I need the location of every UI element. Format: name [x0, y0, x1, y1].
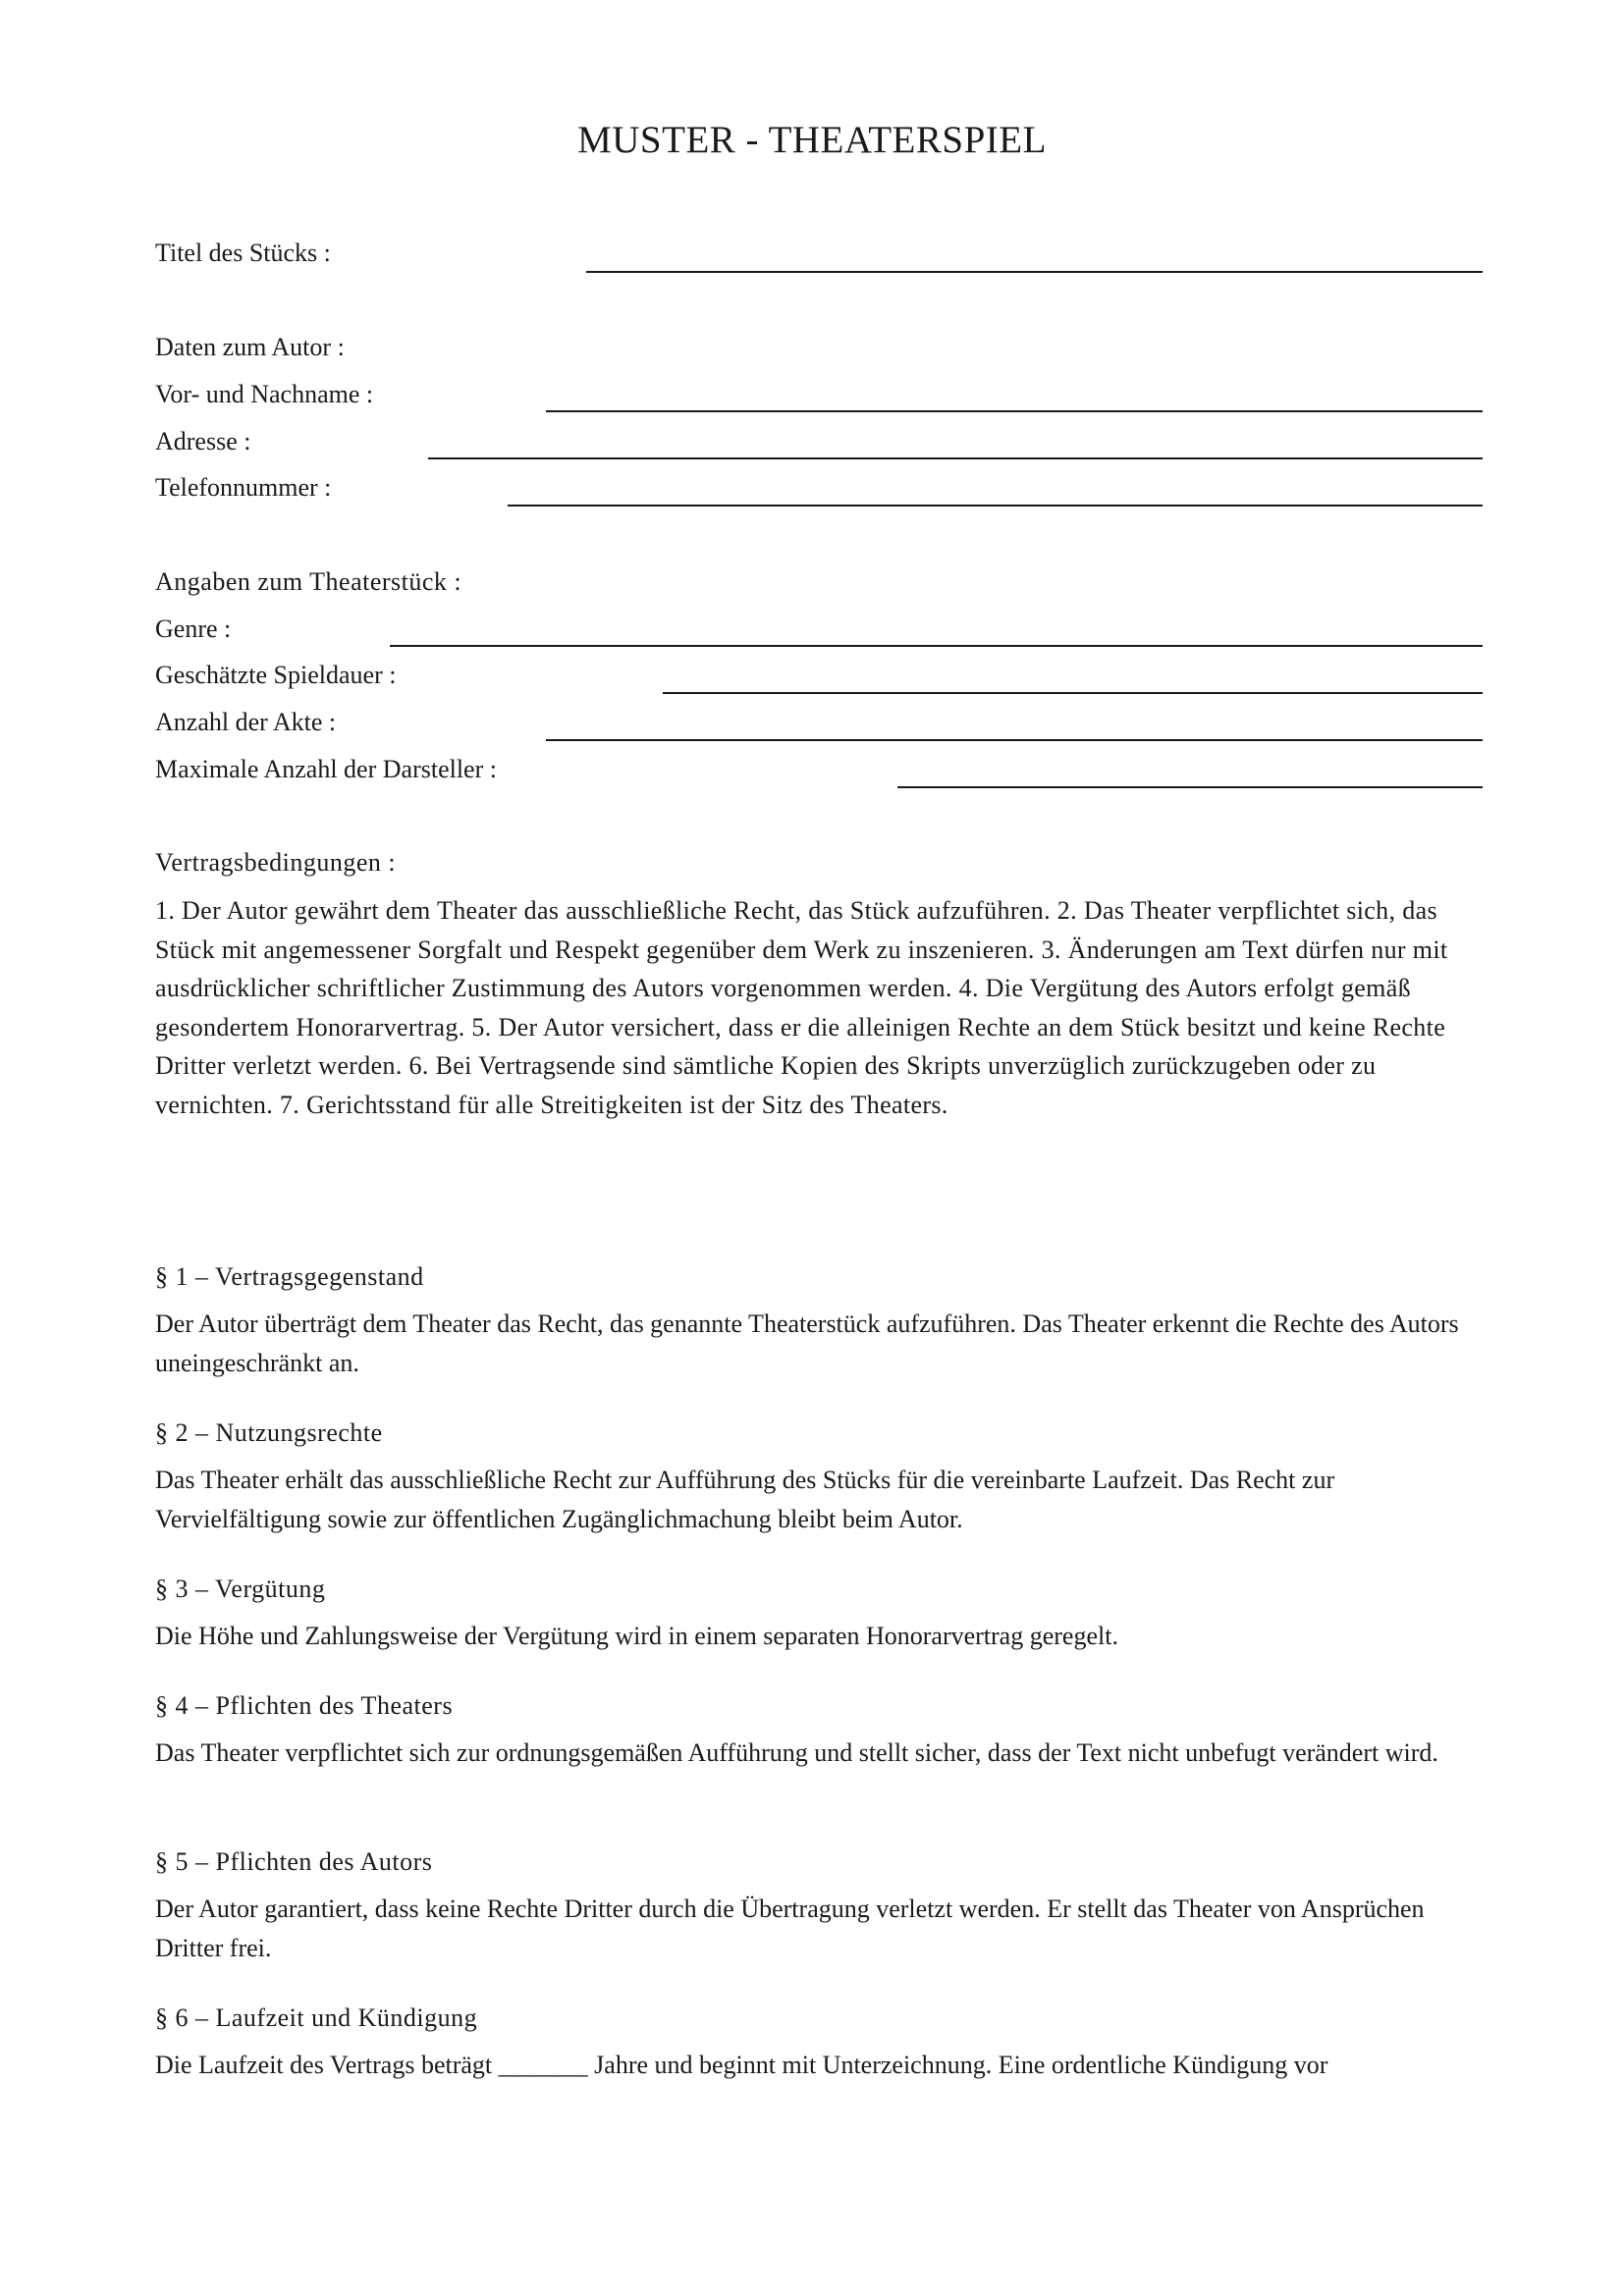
spieldauer-label: Geschätzte Spieldauer :	[155, 661, 397, 689]
autor-section-heading: Daten zum Autor :	[155, 333, 345, 361]
section-1-text: Der Autor überträgt dem Theater das Recht, das genannte Theaterstück aufzuführen. Das Theater erkennt die Rechte des Autors uneingeschränkt an.	[155, 1309, 1459, 1377]
genre-label: Genre :	[155, 614, 232, 643]
telefon-label: Telefonnummer :	[155, 473, 332, 502]
section-3-text: Die Höhe und Zahlungsweise der Vergütung wird in einem separaten Honorarvertrag geregelt.	[155, 1622, 1118, 1650]
adresse-input-line[interactable]	[428, 457, 1483, 459]
titel-input-line[interactable]	[586, 271, 1483, 273]
akte-label: Anzahl der Akte :	[155, 708, 337, 736]
darsteller-label: Maximale Anzahl der Darsteller :	[155, 755, 497, 783]
section-4-heading: § 4 – Pflichten des Theaters	[155, 1691, 454, 1720]
adresse-label: Adresse :	[155, 427, 251, 455]
conditions-heading: Vertragsbedingungen :	[155, 848, 397, 877]
name-label: Vor- und Nachname :	[155, 380, 374, 408]
stueck-section-heading: Angaben zum Theaterstück :	[155, 567, 462, 596]
section-5-heading: § 5 – Pflichten des Autors	[155, 1847, 433, 1876]
document-title: MUSTER - THEATERSPIEL	[577, 119, 1047, 161]
section-2-heading: § 2 – Nutzungsrechte	[155, 1418, 383, 1447]
section-3-heading: § 3 – Vergütung	[155, 1575, 326, 1603]
section-5-text: Der Autor garantiert, dass keine Rechte Dritter durch die Übertragung verletzt werden. Er stellt das Theater von Ansprüchen Dritter frei.	[155, 1895, 1425, 1962]
spieldauer-input-line[interactable]	[663, 692, 1483, 694]
section-4-text: Das Theater verpflichtet sich zur ordnungsgemäßen Aufführung und stellt sicher, dass der Text nicht unbefugt verändert wird.	[155, 1738, 1438, 1767]
section-2-text: Das Theater erhält das ausschließliche Recht zur Aufführung des Stücks für die vereinbarte Laufzeit. Das Recht zur Vervielfältigung sowie zur öffentlichen Zugänglichmachung bleibt beim Autor.	[155, 1466, 1335, 1533]
genre-input-line[interactable]	[390, 645, 1483, 647]
section-1-heading: § 1 – Vertragsgegenstand	[155, 1262, 424, 1291]
titel-label: Titel des Stücks :	[155, 239, 331, 267]
name-input-line[interactable]	[546, 410, 1483, 412]
conditions-text: 1. Der Autor gewährt dem Theater das ausschließliche Recht, das Stück aufzuführen. 2. Das Theater verpflichtet sich, das Stück mit angemessener Sorgfalt und Respekt gegenüber dem Werk zu inszenieren. 3. Änderungen am Text dürfen nur mit ausdrücklicher schriftlicher Zustimmung des Autors vorgenommen werden. 4. Die Vergütung des Autors erfolgt gemäß gesondertem Honorarvertrag. 5. Der Autor versichert, dass er die alleinigen Rechte an dem Stück besitzt und keine Rechte Dritter verletzt werden. 6. Bei Vertragsende sind sämtliche Kopien des Skripts unverzüglich zurückzugeben oder zu vernichten. 7. Gerichtsstand für alle Streitigkeiten ist der Sitz des Theaters.	[155, 896, 1448, 1119]
section-6-heading: § 6 – Laufzeit und Kündigung	[155, 2003, 478, 2032]
section-6-text: Die Laufzeit des Vertrags beträgt _______ Jahre und beginnt mit Unterzeichnung. Eine ordentliche Kündigung vor	[155, 2051, 1328, 2079]
akte-input-line[interactable]	[546, 739, 1483, 741]
telefon-input-line[interactable]	[508, 505, 1483, 507]
darsteller-input-line[interactable]	[897, 786, 1483, 788]
